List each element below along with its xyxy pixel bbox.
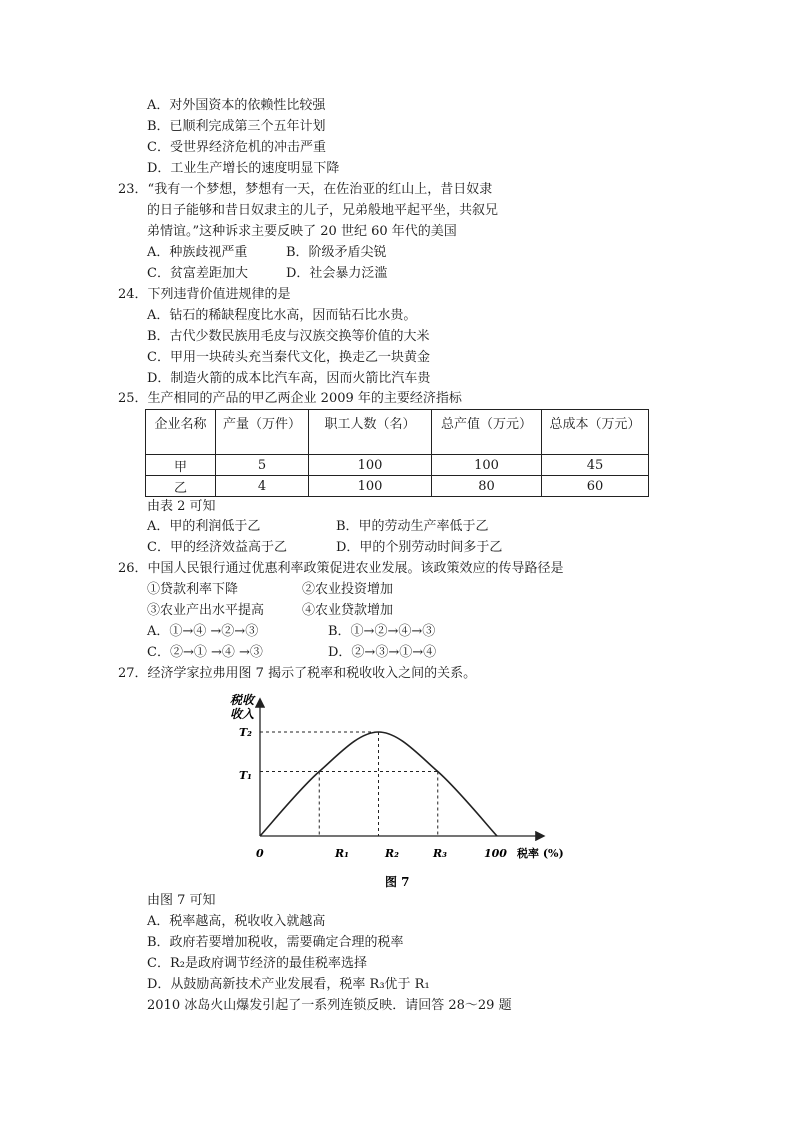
q23-option-d: D．社会暴力泛滥 [286, 266, 388, 281]
q26-option-a: A．①→④ →②→③ [147, 624, 259, 639]
q23-option-c: C．贫富差距加大 [147, 266, 248, 281]
q23-stem-line-3: 弟情谊。”这种诉求主要反映了 20 世纪 60 年代的美国 [147, 224, 457, 239]
q22-option-a: A．对外国资本的依赖性比较强 [147, 98, 326, 113]
y-axis-label-line-1: 税收 [230, 693, 255, 707]
x-tick-100: 100 [484, 847, 507, 860]
q24-stem: 24．下列违背价值进规律的是 [118, 287, 291, 302]
q27-option-d: D．从鼓励高新技术产业发展看，税率 R₃优于 R₁ [147, 977, 430, 992]
table-row [146, 455, 649, 476]
q23-option-b: B．阶级矛盾尖锐 [286, 245, 387, 260]
q27-option-c: C．R₂是政府调节经济的最佳税率选择 [147, 956, 367, 971]
q25-option-b: B．甲的劳动生产率低于乙 [336, 519, 489, 534]
q22-option-b: B．已顺利完成第三个五年计划 [147, 119, 326, 134]
q26-item-3: ③农业产出水平提高 [147, 603, 265, 618]
x-axis-label: 税率 (%) [517, 847, 564, 860]
closing-instruction: 2010 冰岛火山爆发引起了一系列连锁反映．请回答 28～29 题 [147, 998, 512, 1013]
table-cell: 100 [432, 455, 542, 476]
header-output: 产量（万件） [216, 410, 309, 455]
table-cell: 乙 [146, 476, 216, 497]
figure-caption: 图 7 [385, 875, 410, 889]
q25-option-a: A．甲的利润低于乙 [147, 519, 261, 534]
q22-option-d: D．工业生产增长的速度明显下降 [147, 161, 340, 176]
q25-option-c: C．甲的经济效益高于乙 [147, 540, 287, 555]
q24-option-c: C．甲用一块砖头充当秦代文化，换走乙一块黄金 [147, 350, 430, 365]
table-row [146, 476, 649, 497]
economic-indicators-table [145, 409, 649, 497]
q27-option-b: B．政府若要增加税收，需要确定合理的税率 [147, 935, 404, 950]
header-employees: 职工人数（名） [309, 410, 432, 455]
table-cell: 80 [432, 476, 542, 497]
header-total-value: 总产值（万元） [432, 410, 542, 455]
q23-stem-line-1: 23．“我有一个梦想，梦想有一天，在佐治亚的红山上，昔日奴隶 [118, 182, 493, 197]
x-tick-r3: R₃ [433, 847, 447, 860]
q27-option-a: A．税率越高，税收收入就越高 [147, 914, 326, 929]
q27-stem: 27．经济学家拉弗用图 7 揭示了税率和税收收入之间的关系。 [118, 666, 477, 681]
header-total-cost: 总成本（万元） [542, 410, 649, 455]
q26-item-1: ①贷款利率下降 [147, 582, 239, 597]
q25-lead: 由表 2 可知 [147, 499, 216, 514]
q24-option-b: B．古代少数民族用毛皮与汉族交换等价值的大米 [147, 329, 430, 344]
q27-lead: 由图 7 可知 [147, 893, 216, 908]
table-cell: 60 [542, 476, 649, 497]
q23-option-a: A．种族歧视严重 [147, 245, 248, 260]
table-cell: 45 [542, 455, 649, 476]
table-cell: 100 [309, 476, 432, 497]
x-origin-label: 0 [256, 847, 264, 860]
q26-option-c: C．②→① →④ →③ [147, 645, 263, 660]
table-cell: 4 [216, 476, 309, 497]
table-cell: 100 [309, 455, 432, 476]
q26-option-d: D．②→③→①→④ [328, 645, 437, 660]
q23-stem-line-2: 的日子能够和昔日奴隶主的儿子，兄弟般地平起平坐，共叙兄 [147, 203, 499, 218]
y-axis-label-line-2: 收入 [230, 707, 255, 721]
y-tick-t1: T₁ [239, 769, 253, 782]
laffer-curve-figure [225, 690, 565, 890]
x-tick-r1: R₁ [335, 847, 349, 860]
q24-option-a: A．钻石的稀缺程度比水高，因而钻石比水贵。 [147, 308, 417, 323]
q24-option-d: D．制造火箭的成本比汽车高，因而火箭比汽车贵 [147, 371, 431, 386]
q26-stem: 26．中国人民银行通过优惠利率政策促进农业发展。该政策效应的传导路径是 [118, 561, 564, 576]
table-cell: 5 [216, 455, 309, 476]
table-header-row [146, 410, 649, 455]
q25-stem: 25．生产相同的产品的甲乙两企业 2009 年的主要经济指标 [118, 391, 462, 406]
q22-option-c: C．受世界经济危机的冲击严重 [147, 140, 326, 155]
x-tick-r2: R₂ [385, 847, 399, 860]
laffer-curve-line [260, 732, 497, 836]
header-enterprise: 企业名称 [146, 410, 216, 455]
q26-item-2: ②农业投资增加 [302, 582, 394, 597]
y-tick-t2: T₂ [239, 726, 253, 739]
q26-item-4: ④农业贷款增加 [302, 603, 394, 618]
table-cell: 甲 [146, 455, 216, 476]
q25-option-d: D．甲的个别劳动时间多于乙 [336, 540, 503, 555]
q26-option-b: B．①→②→④→③ [328, 624, 436, 639]
